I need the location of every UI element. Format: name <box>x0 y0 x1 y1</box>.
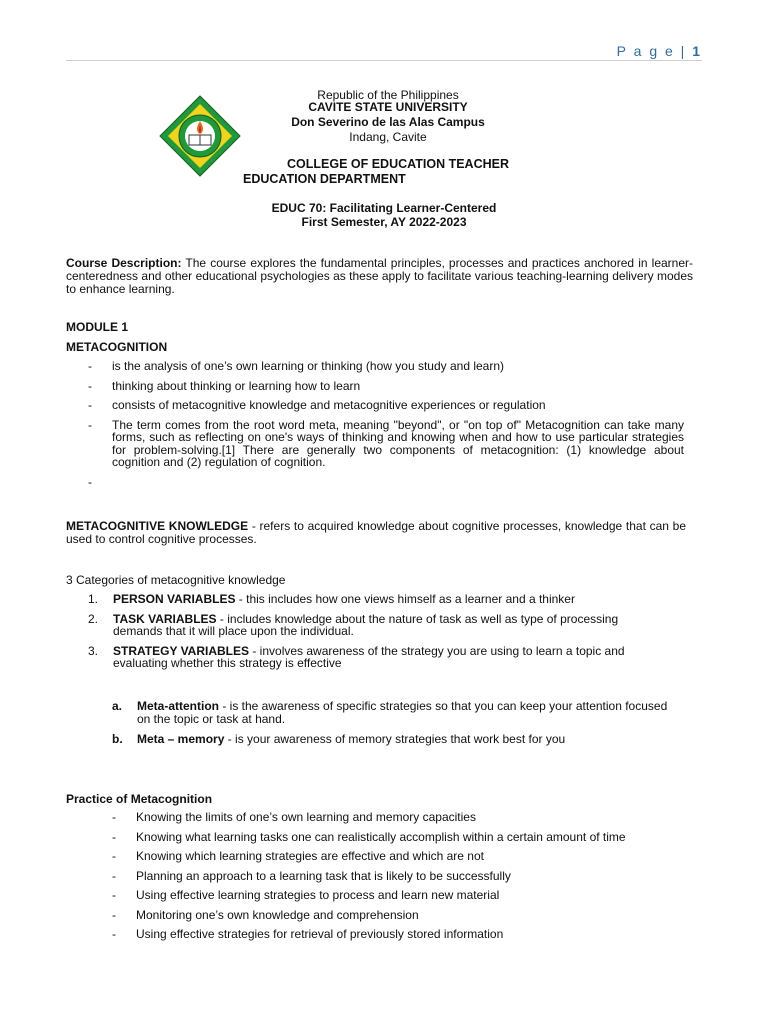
list-item: - consists of metacognitive knowledge and metacognitive experiences or regulation <box>88 398 546 412</box>
list-item: - Using effective learning strategies to process and learn new material <box>112 888 500 902</box>
campus-location: Indang, Cavite <box>349 130 427 144</box>
semester: First Semester, AY 2022-2023 <box>301 215 467 229</box>
list-item: - Planning an approach to a learning task that is likely to be successfully <box>112 868 511 883</box>
list-item: b. Meta – memory - is your awareness of memory strategies that work best for you <box>112 732 566 746</box>
university-name: CAVITE STATE UNIVERSITY <box>308 100 468 114</box>
module-topic: METACOGNITION <box>66 340 168 354</box>
course-description-label: Course Description: <box>66 256 182 270</box>
metacognition-definition-list: - is the analysis of one’s own learning or thinking (how you study and learn) - thinking about thinking or learning how to learn - consists of metacognitive knowledge and metacognitive experiences or regulation - The term comes from the root word meta, meaning "beyond", or "on top of" Metacognition can take many forms, such as reflecting on one's ways of thinking and knowing when and how to use particular strategies for problem-solving.[1] There are generally two components of metacognition: (1) knowledge about cognition and (2) regulation of cognition. - <box>88 360 688 476</box>
college-line-1: COLLEGE OF EDUCATION TEACHER <box>287 157 509 171</box>
college-line-2: EDUCATION DEPARTMENT <box>243 172 406 186</box>
module-title: MODULE 1 <box>66 320 129 334</box>
list-item: - is the analysis of one’s own learning or thinking (how you study and learn) <box>88 359 505 373</box>
campus-name: Don Severino de las Alas Campus <box>291 115 485 129</box>
metacognitive-knowledge-label: METACOGNITIVE KNOWLEDGE <box>66 519 249 533</box>
metacognitive-knowledge <box>66 520 686 546</box>
list-item: - Monitoring one’s own knowledge and comprehension <box>112 907 419 922</box>
practice-list <box>112 811 702 941</box>
republic-line: Republic of the Philippines <box>317 88 459 102</box>
list-item: - Knowing the limits of one’s own learning and memory capacities <box>112 810 476 824</box>
categories-intro: 3 Categories of metacognitive knowledge <box>66 573 286 587</box>
metacognitive-knowledge-text: - refers to acquired knowledge about cognitive processes, knowledge that can be used to control cognitive processes. <box>66 519 687 546</box>
list-item: 2. TASK VARIABLES - includes knowledge about the nature of task as well as type of processing demands that it will place upon the individual. <box>88 611 619 638</box>
list-item: 3. STRATEGY VARIABLES - involves awareness of the strategy you are using to learn a topic and evaluating whether this strategy is effective <box>88 643 625 670</box>
course-title: EDUC 70: Facilitating Learner-Centered <box>271 201 497 215</box>
list-item: - The term comes from the root word meta, meaning "beyond", or "on top of" Metacognition can take many forms, such as reflecting on one's ways of thinking and knowing when and how to use particular strategies for problem-solving.[1] There are generally two components of metacognition: (1) knowledge about cognition and (2) regulation of cognition. <box>88 417 684 469</box>
list-item: - Knowing what learning tasks one can realistically accomplish within a certain amount of time <box>112 829 626 844</box>
course-description <box>66 257 693 296</box>
page-label: P a g e | <box>616 43 687 59</box>
list-item: 1. PERSON VARIABLES - this includes how one views himself as a learner and a thinker <box>88 592 575 606</box>
list-item: a. Meta-attention - is the awareness of specific strategies so that you can keep your attention focused on the topic or task at hand. <box>112 699 668 726</box>
course-description-text: The course explores the fundamental principles, processes and practices anchored in learner-centeredness and other educational psychologies as these apply to facilitate various teaching-learning delivery modes to enhance learning. <box>66 256 694 296</box>
header-rule <box>66 60 702 61</box>
strategy-sub-list <box>112 700 672 746</box>
categories-list <box>88 593 668 670</box>
list-item: - thinking about thinking or learning how to learn <box>88 378 361 393</box>
practice-title: Practice of Metacognition <box>66 792 213 806</box>
page-number <box>617 43 702 59</box>
list-item: - Using effective strategies for retrieval of previously stored information <box>112 927 504 941</box>
page-number-value: 1 <box>692 43 702 59</box>
list-item: - Knowing which learning strategies are effective and which are not <box>112 849 484 863</box>
